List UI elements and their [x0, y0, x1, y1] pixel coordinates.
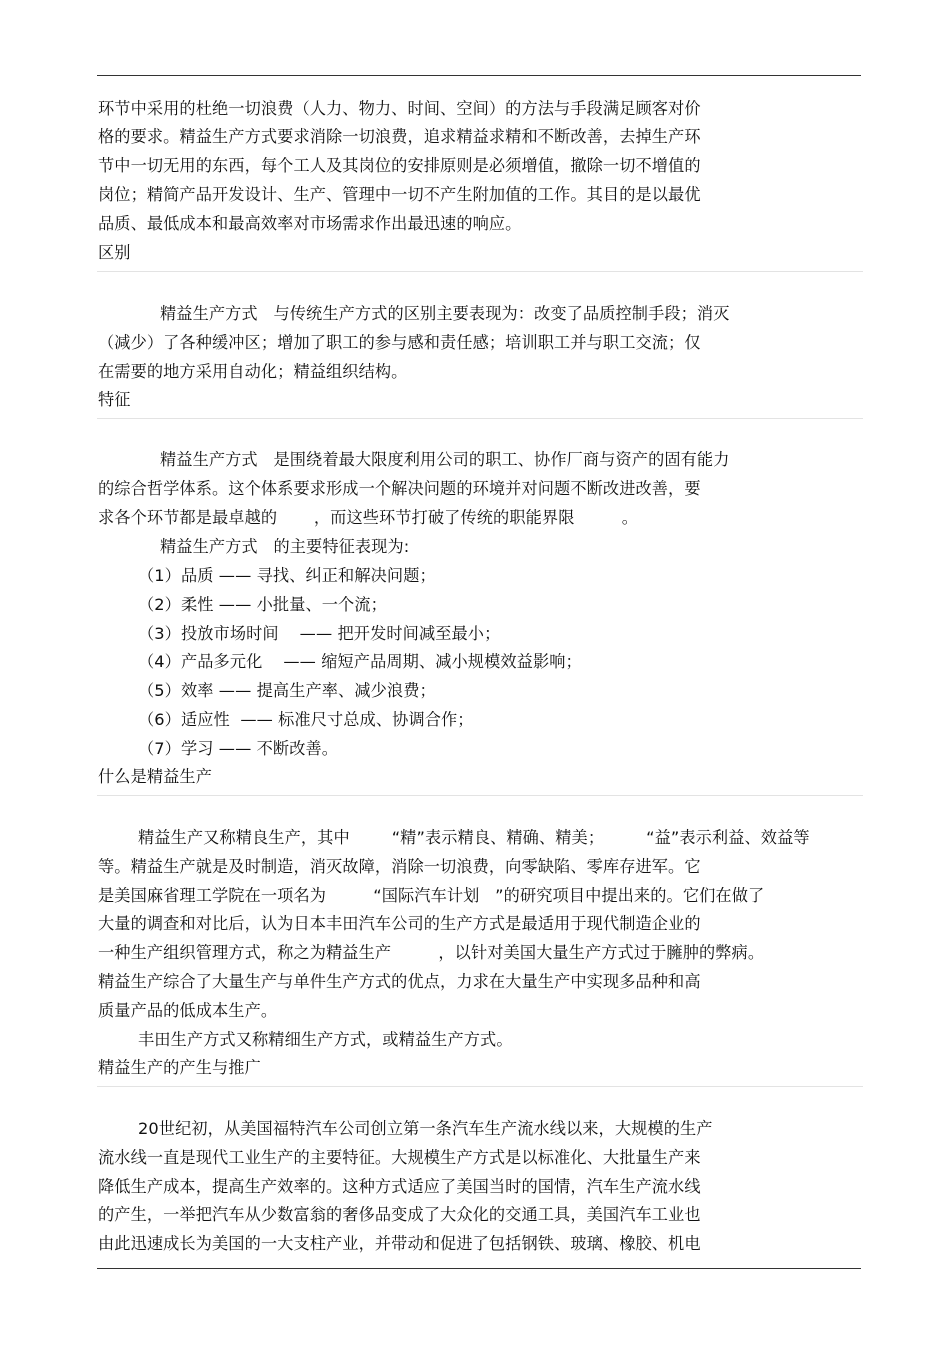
feature-item: （6）适应性 —— 标准尺寸总成、协调合作； — [138, 710, 474, 729]
feature-item: （2）柔性 —— 小批量、一个流； — [138, 595, 387, 614]
text-line: 环节中采用的杜绝一切浪费（人力、物力、时间、空间）的方法与手段满足顾客对价 — [98, 99, 701, 118]
section-heading-origin: 精益生产的产生与推广 — [98, 1058, 261, 1077]
text-line: 是美国麻省理工学院在一项名为 “国际汽车计划 ”的研究项目中提出来的。它们在做了 — [98, 886, 765, 905]
feature-item: （4）产品多元化 —— 缩短产品周期、减小规模效益影响； — [138, 652, 582, 671]
section-divider — [97, 418, 863, 419]
section-divider — [97, 1086, 863, 1087]
feature-item: （5）效率 —— 提高生产率、减少浪费； — [138, 681, 436, 700]
feature-item: （7）学习 —— 不断改善。 — [138, 739, 339, 758]
text-line: 20世纪初，从美国福特汽车公司创立第一条汽车生产流水线以来，大规模的生产 — [138, 1119, 713, 1138]
text-line: 一种生产组织管理方式，称之为精益生产 ，以针对美国大量生产方式过于臃肿的弊病。 — [98, 943, 765, 962]
section-heading-features: 特征 — [98, 390, 131, 409]
text-line: 求各个环节都是最卓越的 ，而这些环节打破了传统的职能界限 。 — [98, 508, 638, 527]
section-heading-difference: 区别 — [98, 243, 131, 262]
section-heading-what-is: 什么是精益生产 — [98, 767, 213, 786]
text-line: （减少）了各种缓冲区；增加了职工的参与感和责任感；培训职工并与职工交流；仅 — [98, 333, 701, 352]
text-line: 等。精益生产就是及时制造，消灭故障，消除一切浪费，向零缺陷、零库存进军。它 — [98, 857, 701, 876]
text-line: 质量产品的低成本生产。 — [98, 1001, 278, 1020]
text-line: 丰田生产方式又称精细生产方式，或精益生产方式。 — [138, 1030, 513, 1049]
text-line: 精益生产又称精良生产，其中 “精”表示精良、精确、精美； “益”表示利益、效益等 — [138, 828, 810, 847]
text-line: 在需要的地方采用自动化；精益组织结构。 — [98, 362, 408, 381]
text-line: 格的要求。精益生产方式要求消除一切浪费，追求精益求精和不断改善，去掉生产环 — [98, 127, 701, 146]
top-rule — [97, 75, 861, 76]
text-line: 节中一切无用的东西，每个工人及其岗位的安排原则是必须增值，撤除一切不增值的 — [98, 156, 701, 175]
section-divider — [97, 271, 863, 272]
text-line: 流水线一直是现代工业生产的主要特征。大规模生产方式是以标准化、大批量生产来 — [98, 1148, 701, 1167]
text-line: 大量的调查和对比后，认为日本丰田汽车公司的生产方式是最适用于现代制造企业的 — [98, 914, 701, 933]
text-line: 精益生产方式 与传统生产方式的区别主要表现为：改变了品质控制手段；消灭 — [160, 304, 730, 323]
text-line: 精益生产方式 的主要特征表现为: — [160, 537, 410, 556]
text-line: 由此迅速成长为美国的一大支柱产业，并带动和促进了包括钢铁、玻璃、橡胶、机电 — [98, 1234, 701, 1253]
text-line: 岗位；精简产品开发设计、生产、管理中一切不产生附加值的工作。其目的是以最优 — [98, 185, 701, 204]
text-line: 降低生产成本，提高生产效率的。这种方式适应了美国当时的国情，汽车生产流水线 — [98, 1177, 701, 1196]
section-divider — [97, 795, 863, 796]
bottom-rule — [97, 1268, 861, 1269]
feature-item: （1）品质 —— 寻找、纠正和解决问题； — [138, 566, 436, 585]
text-line: 品质、最低成本和最高效率对市场需求作出最迅速的响应。 — [98, 214, 522, 233]
feature-item: （3）投放市场时间 —— 把开发时间减至最小； — [138, 624, 501, 643]
text-line: 的产生，一举把汽车从少数富翁的奢侈品变成了大众化的交通工具，美国汽车工业也 — [98, 1205, 701, 1224]
text-line: 精益生产综合了大量生产与单件生产方式的优点，力求在大量生产中实现多品种和高 — [98, 972, 701, 991]
text-line: 精益生产方式 是围绕着最大限度利用公司的职工、协作厂商与资产的固有能力 — [160, 450, 730, 469]
text-line: 的综合哲学体系。这个体系要求形成一个解决问题的环境并对问题不断改进改善，要 — [98, 479, 701, 498]
